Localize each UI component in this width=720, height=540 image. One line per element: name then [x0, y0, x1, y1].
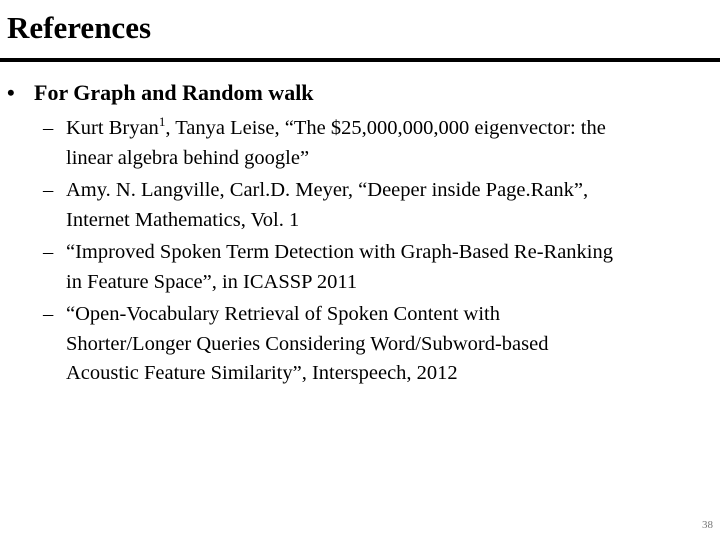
section-heading	[7, 78, 314, 108]
reference-item	[43, 238, 715, 297]
reference-list	[43, 114, 715, 392]
dash-marker: –	[43, 241, 54, 263]
reference-line: linear algebra behind google”	[66, 146, 310, 169]
reference-line: in Feature Space”, in ICASSP 2011	[66, 270, 358, 293]
bullet-marker: •	[7, 80, 15, 105]
reference-item	[43, 114, 715, 173]
dash-marker: –	[43, 117, 54, 139]
reference-line: Shorter/Longer Queries Considering Word/Subword-based	[66, 332, 549, 355]
dash-marker: –	[43, 303, 54, 325]
reference-item	[43, 176, 715, 235]
page-number: 38	[702, 519, 713, 531]
reference-item	[43, 300, 715, 389]
section-heading-text: For Graph and Random walk	[34, 80, 314, 105]
page-title: References	[7, 10, 152, 45]
reference-line: Acoustic Feature Similarity”, Interspeech, 2012	[66, 362, 458, 384]
reference-line: Amy. N. Langville, Carl.D. Meyer, “Deeper inside Page.Rank”,	[66, 179, 589, 201]
reference-line: “Improved Spoken Term Detection with Graph-Based Re-Ranking	[66, 241, 613, 263]
dash-marker: –	[43, 179, 54, 201]
superscript: 1	[158, 114, 166, 130]
title-divider	[0, 58, 720, 62]
reference-line: “Open-Vocabulary Retrieval of Spoken Content with	[66, 303, 501, 325]
reference-line: Internet Mathematics, Vol. 1	[66, 208, 300, 231]
reference-line: Kurt Bryan$^1$, Tanya Leise, “The $25,000,000,000 eigenvector: the	[66, 114, 606, 139]
